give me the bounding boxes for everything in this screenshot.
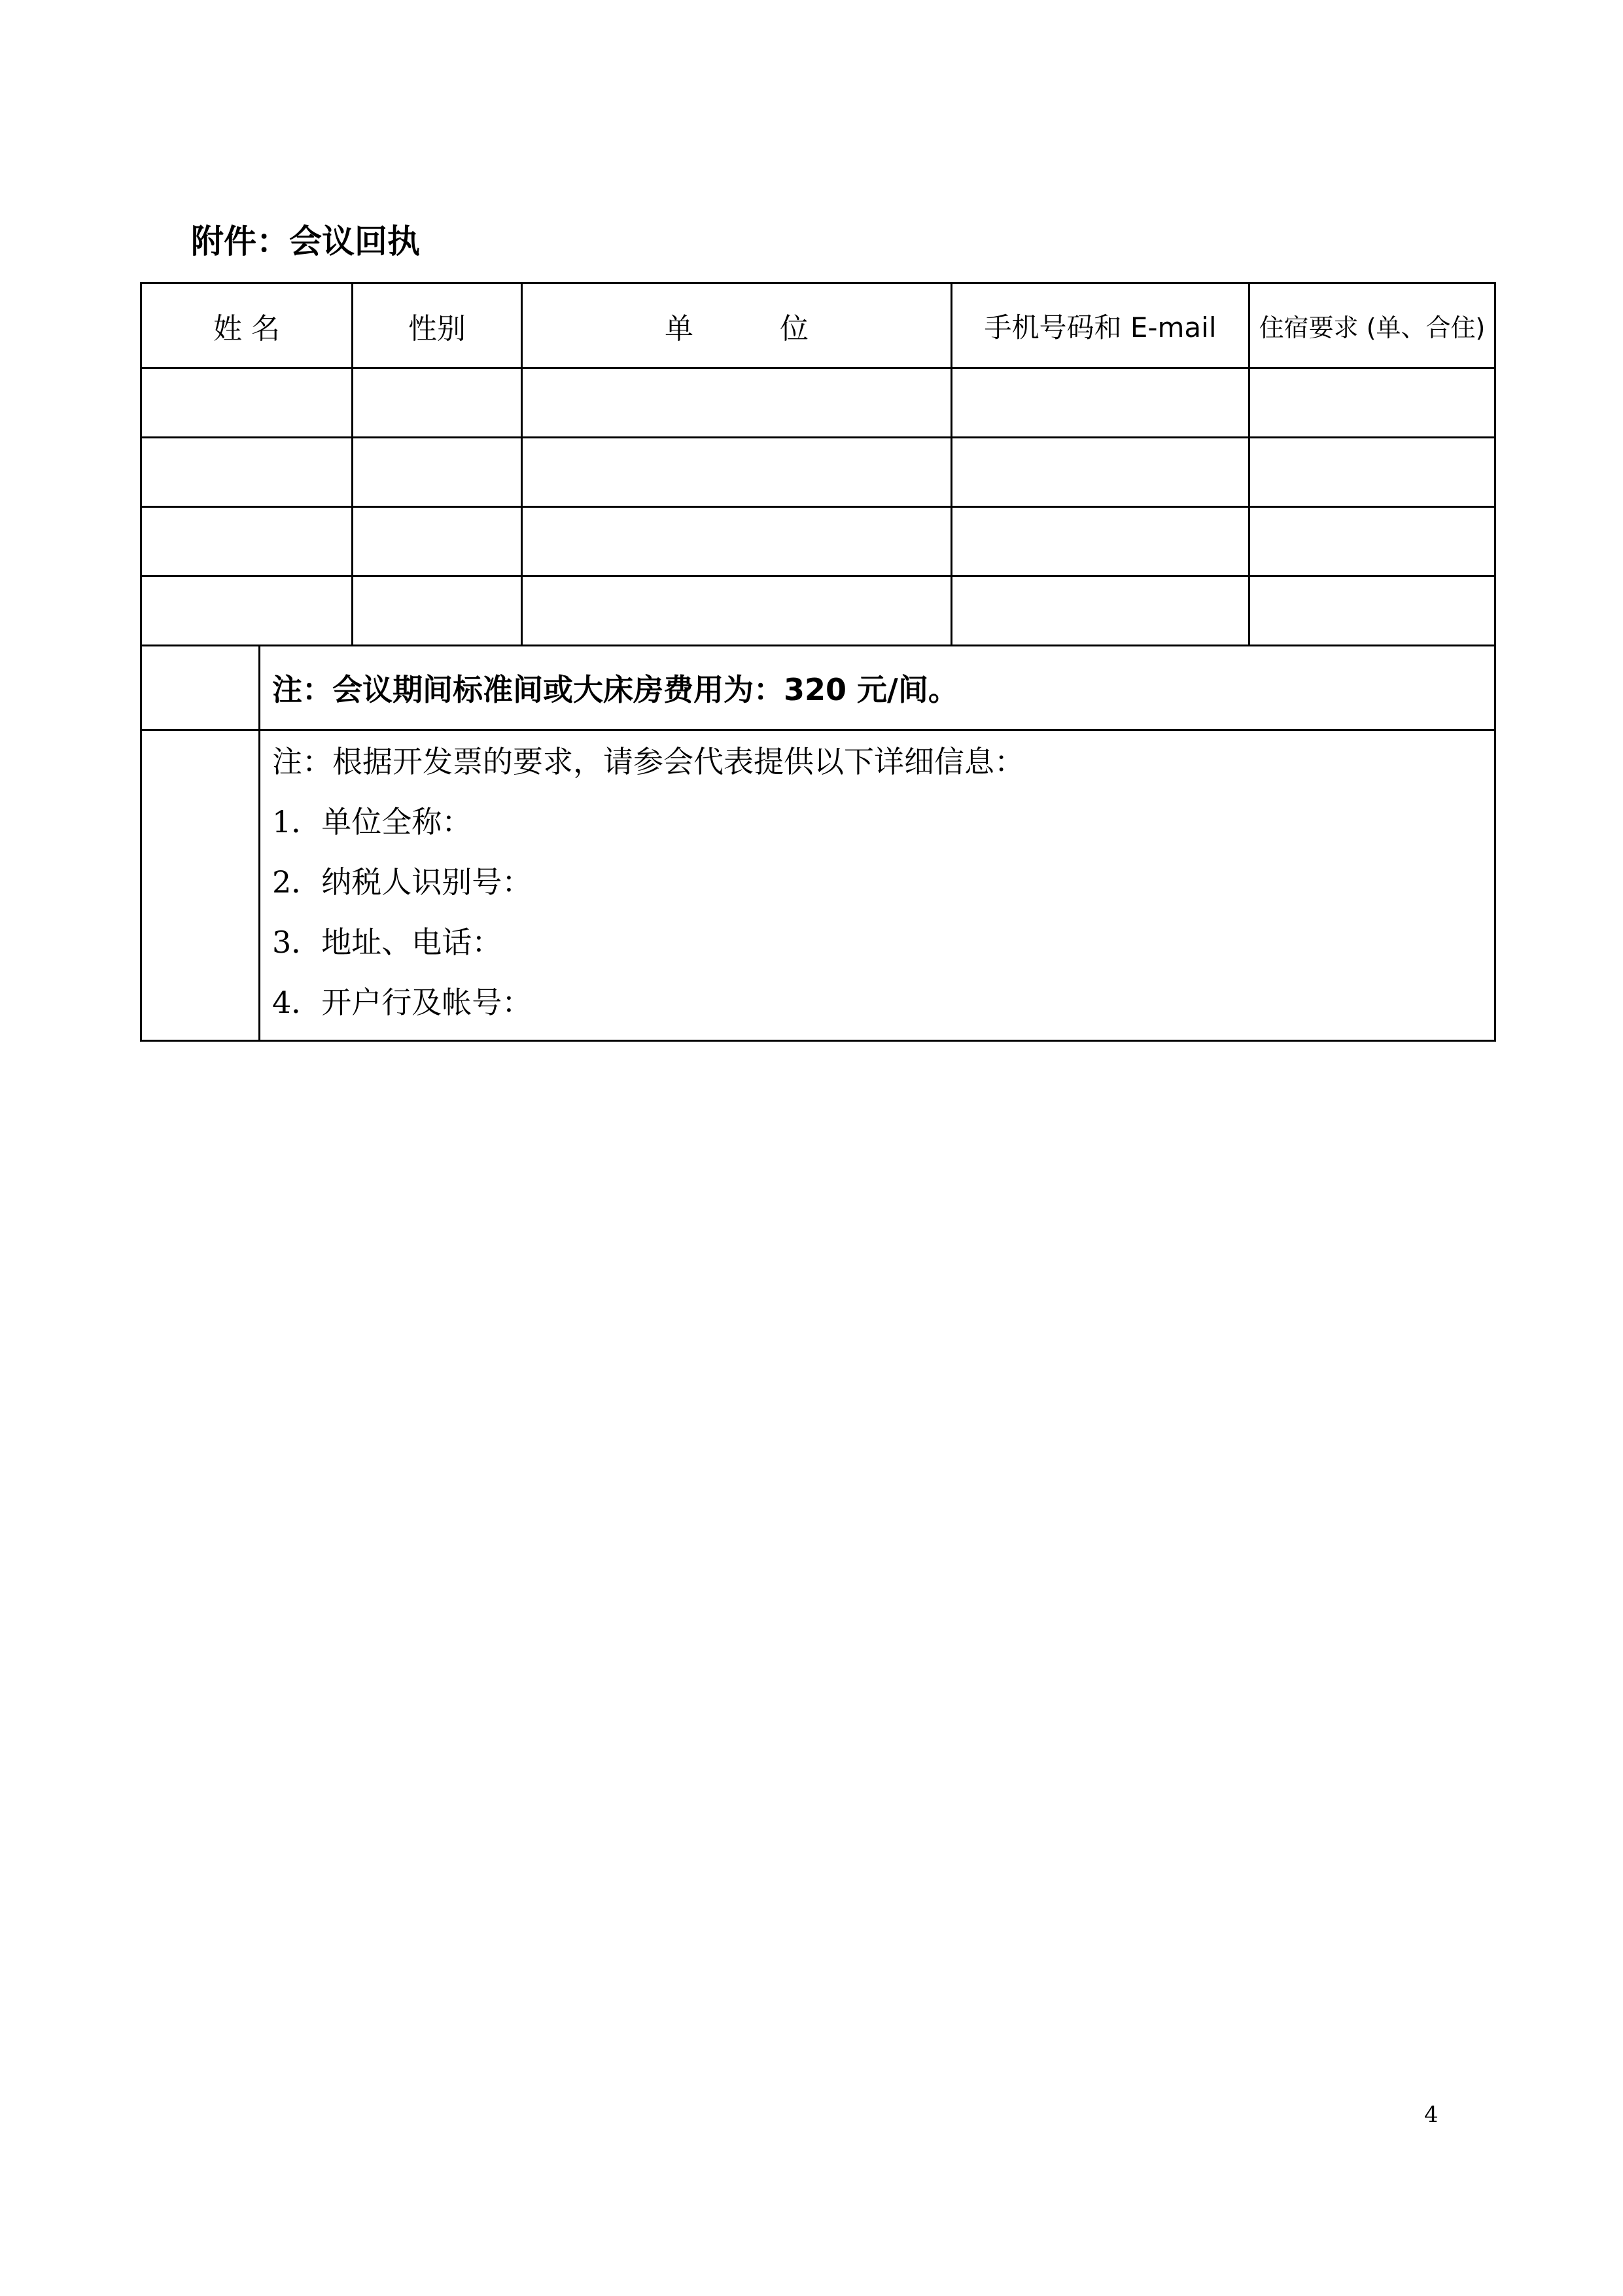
- invoice-item-label: 开户行及帐号：: [321, 985, 532, 1020]
- unit-cell[interactable]: [522, 576, 952, 646]
- unit-cell[interactable]: [522, 438, 952, 507]
- note-blank-cell: [141, 646, 260, 730]
- lodging-cell[interactable]: [1249, 507, 1495, 576]
- page-number: 4: [1424, 2102, 1439, 2128]
- invoice-note-row: [141, 730, 1495, 1041]
- header-gender: 性别: [353, 283, 522, 368]
- contact-cell[interactable]: [952, 368, 1249, 438]
- lodging-cell[interactable]: [1249, 438, 1495, 507]
- header-unit: 单 位: [522, 283, 952, 368]
- header-contact: 手机号码和 E-mail: [952, 283, 1249, 368]
- invoice-item-label: 地址、电话：: [321, 925, 502, 960]
- invoice-item-number: 1．: [272, 804, 322, 839]
- unit-cell[interactable]: [522, 368, 952, 438]
- gender-cell[interactable]: [353, 507, 522, 576]
- contact-cell[interactable]: [952, 576, 1249, 646]
- note-blank-cell: [141, 730, 260, 1041]
- receipt-table: [140, 282, 1496, 1042]
- table-row: [141, 576, 1495, 646]
- name-cell[interactable]: [141, 438, 353, 507]
- name-cell[interactable]: [141, 507, 353, 576]
- room-fee-note: 注：会议期间标准间或大床房费用为：320 元/间。: [260, 646, 1495, 730]
- invoice-note: [260, 730, 1495, 1041]
- lodging-cell[interactable]: [1249, 576, 1495, 646]
- gender-cell[interactable]: [353, 438, 522, 507]
- invoice-item: [272, 919, 1494, 980]
- invoice-item: [272, 859, 1494, 919]
- invoice-note-intro: 注：根据开发票的要求，请参会代表提供以下详细信息：: [272, 744, 1024, 779]
- invoice-item-number: 3．: [272, 925, 322, 960]
- contact-cell[interactable]: [952, 438, 1249, 507]
- header-name: 姓 名: [141, 283, 353, 368]
- invoice-item: [272, 799, 1494, 859]
- lodging-cell[interactable]: [1249, 368, 1495, 438]
- unit-cell[interactable]: [522, 507, 952, 576]
- invoice-item-label: 纳税人识别号：: [321, 864, 532, 900]
- invoice-item-label: 单位全称：: [321, 804, 472, 839]
- table-header-row: [141, 283, 1495, 368]
- name-cell[interactable]: [141, 576, 353, 646]
- invoice-item: [272, 980, 1494, 1040]
- table-row: [141, 438, 1495, 507]
- invoice-item-number: 4．: [272, 985, 322, 1020]
- invoice-item-number: 2．: [272, 864, 322, 900]
- table-row: [141, 507, 1495, 576]
- header-lodging: 住宿要求 (单、合住): [1249, 283, 1495, 368]
- gender-cell[interactable]: [353, 368, 522, 438]
- name-cell[interactable]: [141, 368, 353, 438]
- contact-cell[interactable]: [952, 507, 1249, 576]
- table-row: [141, 368, 1495, 438]
- page-title: 附件：会议回执: [191, 222, 420, 260]
- gender-cell[interactable]: [353, 576, 522, 646]
- room-fee-note-row: [141, 646, 1495, 730]
